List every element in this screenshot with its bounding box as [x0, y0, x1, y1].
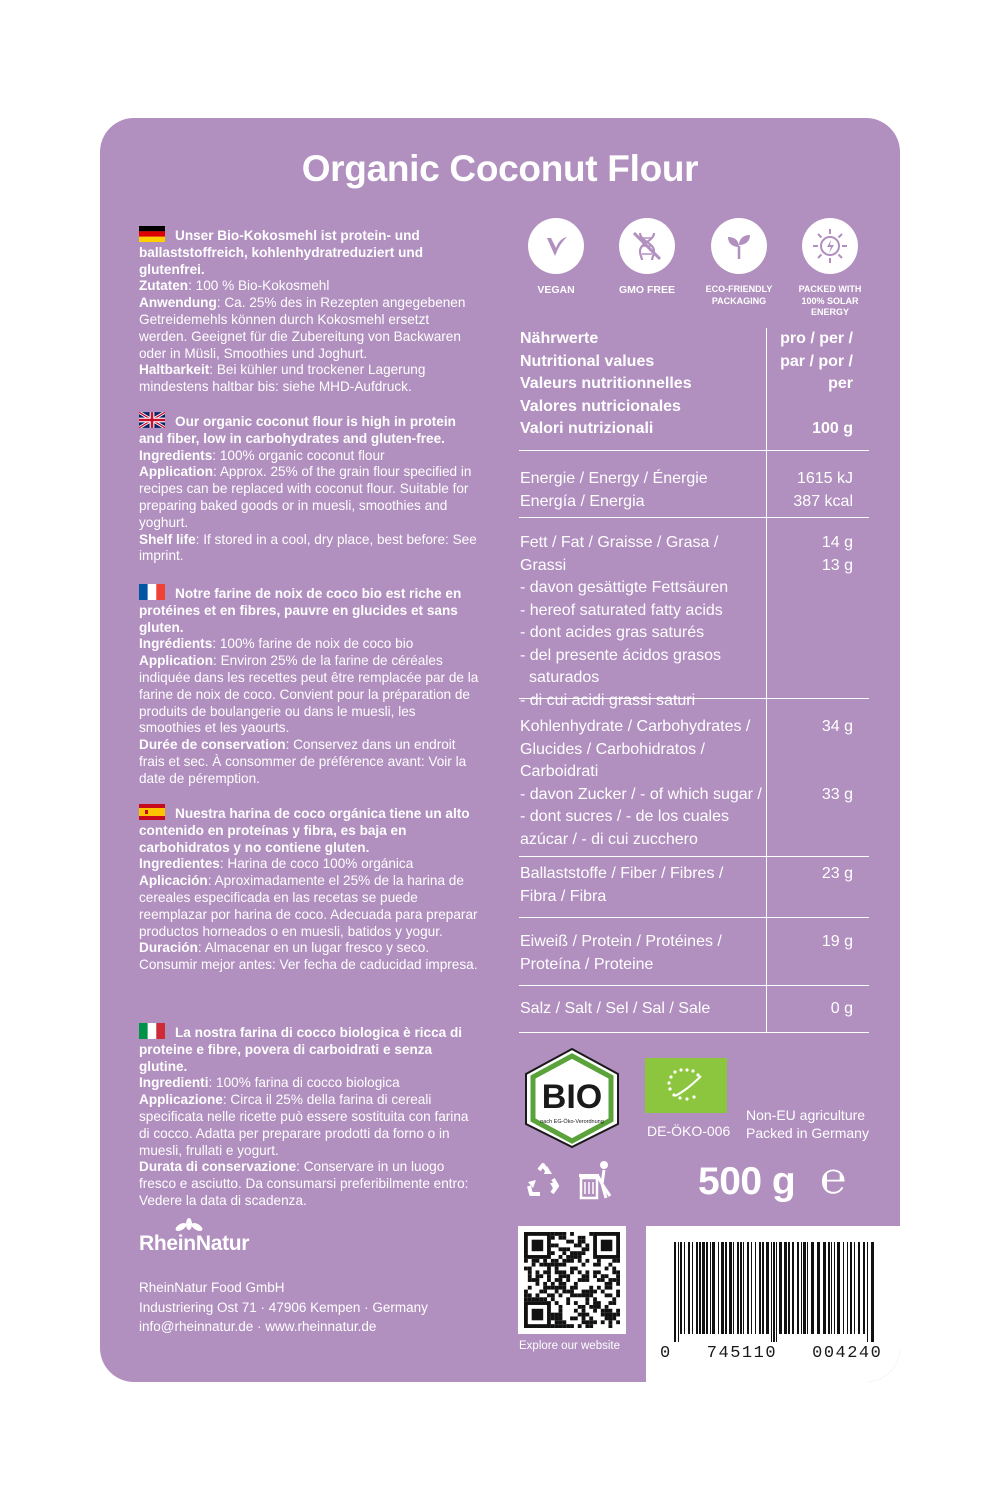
company-name: RheinNatur Food GmbH — [139, 1280, 285, 1295]
badge-vegan — [513, 218, 599, 297]
ingredients-text: : 100% organic coconut flour — [212, 447, 385, 463]
lang-headline: Our organic coconut flour is high in protein and fiber, low in carbohydrates and gluten-free. — [139, 414, 456, 446]
sugar-label: azúcar / - di cui zucchero — [520, 830, 698, 848]
protein-label: Eiweiß / Protein / Protéines / — [520, 933, 722, 950]
protein-value: 19 g — [821, 933, 853, 950]
application-label: Aplicación — [139, 873, 208, 889]
flag-spain-icon — [139, 804, 165, 820]
application-text: : Circa il 25% della farina di cereali specificata nelle ricette può essere sostituita con farina di cocco. Adatta per preparare prodotti da forno o in muesli, frullati e yogurt. — [139, 1092, 469, 1158]
badge-gmo-free — [604, 218, 690, 297]
brand-name: RheinNatur — [139, 1232, 250, 1255]
flag-italy-icon — [139, 1023, 165, 1039]
nutrition-row-fat — [519, 518, 869, 709]
shelf-text: : Almacenar en un lugar fresco y seco. Consumir mejor antes: Ver fecha de caducidad impresa. — [139, 940, 478, 973]
badge-label: ECO-FRIENDLY PACKAGING — [705, 284, 773, 306]
lang-block-es — [139, 804, 481, 974]
nutrition-row-fiber — [519, 857, 869, 918]
ingredients-label: Ingredientes — [139, 856, 220, 872]
fat-label: - hereof saturated fatty acids — [520, 601, 723, 619]
lang-headline: Notre farine de noix de coco bio est riche en protéines et en fibres, pauvre en glucides et sans gluten. — [139, 586, 462, 635]
qr-code-icon — [518, 1226, 626, 1334]
shelf-label: Haltbarkeit — [139, 362, 210, 378]
badge-row — [514, 218, 874, 328]
ingredients-label: Ingrédients — [139, 636, 213, 652]
shelf-text: : Conservez dans un endroit frais et sec. À consommer de préférence avant: Voir la date de péremption. — [139, 737, 467, 786]
shelf-text: : If stored in a cool, dry place, best before: See imprint. — [139, 531, 477, 564]
nutrition-table — [519, 328, 869, 1033]
application-text: : Ca. 25% des in Rezepten angegebenen Getreidemehls können durch Kokosmehl ersetzt werden. Geeignet für die Zubereitung von Backwaren oder in Müsli, Smoothies und Joghurt. — [139, 295, 466, 361]
ingredients-text: : Harina de coco 100% orgánica — [219, 856, 414, 872]
tidyman-bin-icon — [578, 1160, 614, 1200]
nutrition-row-salt — [519, 986, 869, 1033]
energy-label: Energie / Energy / Énergie — [520, 470, 708, 487]
fat-value: 14 g — [821, 534, 853, 551]
energy-kcal: 387 kcal — [793, 492, 853, 510]
application-text: : Approx. 25% of the grain flour specified in recipes can be replaced with coconut flour. Suitable for preparing baked goods or in muesli, smoothies and yoghurt. — [139, 464, 472, 530]
nutrition-header-row — [519, 328, 869, 451]
lang-block-de — [139, 226, 481, 396]
fat-label: - davon gesättigte Fettsäuren — [520, 579, 729, 596]
fat-label: - dont acides gras saturés — [520, 624, 705, 641]
application-text: : Environ 25% de la farine de céréales indiquée dans les recettes peut être remplacée par de la farine de noix de coco. Convient pour la préparation de produits de boulangerie ou dans le muesli, les smoothies et les yaourts. — [139, 653, 479, 736]
sugar-value: 33 g — [821, 785, 853, 803]
dna-crossed-icon — [619, 218, 675, 274]
application-label: Application — [139, 464, 214, 480]
energy-label: Energía / Energia — [520, 492, 645, 510]
ingredients-label: Ingredients — [139, 447, 213, 463]
lang-block-fr — [139, 584, 481, 788]
badge-eco-packaging — [696, 218, 782, 307]
nutrition-row-carbs — [519, 699, 869, 857]
certification-row — [518, 1046, 878, 1156]
company-contact: info@rheinnatur.de · www.rheinnatur.de — [139, 1319, 377, 1334]
badge-label: GMO FREE — [618, 284, 675, 296]
company-address: Industriering Ost 71 · 47906 Kempen · Germany — [139, 1299, 428, 1315]
brand-logo — [139, 1232, 249, 1256]
fiber-label: Ballaststoffe / Fiber / Fibres / — [520, 865, 724, 882]
flag-germany-icon — [139, 226, 165, 242]
flag-france-icon — [139, 584, 165, 600]
barcode-number: 0 745110 004240 — [660, 1344, 883, 1363]
ingredients-text: : 100% farina di cocco biologica — [208, 1075, 400, 1091]
estimated-sign: ℮ — [820, 1154, 847, 1203]
carbs-label: Carboidrati — [520, 763, 599, 780]
ingredients-text: : 100% farine de noix de coco bio — [212, 636, 414, 652]
ingredients-label: Zutaten — [139, 278, 189, 294]
energy-kj: 1615 kJ — [796, 470, 853, 487]
shelf-text: : Bei kühler und trockener Lagerung mindestens haltbar bis: siehe MHD-Aufdruck. — [139, 362, 426, 395]
origin-text: Non-EU agriculture Packed in Germany — [746, 1107, 869, 1141]
sprout-icon — [711, 218, 767, 274]
ingredients-text: : 100 % Bio-Kokosmehl — [188, 278, 330, 294]
shelf-label: Durée de conservation — [139, 737, 286, 753]
fiber-value: 23 g — [821, 865, 853, 882]
fiber-label: Fibra / Fibra — [520, 887, 607, 905]
fat-label: - del presente ácidos grasos — [520, 646, 721, 664]
bio-seal-subtext: nach EG-Öko-Verordnung — [540, 1119, 604, 1125]
qr-caption: Explore our website — [519, 1340, 620, 1352]
salt-value: 0 g — [830, 1000, 853, 1017]
address-block — [139, 1278, 428, 1337]
label-card — [100, 118, 900, 1382]
shelf-label: Durata di conservazione — [139, 1159, 297, 1175]
application-label: Applicazione — [139, 1092, 223, 1108]
barcode-panel — [646, 1226, 900, 1382]
shelf-label: Shelf life — [139, 531, 196, 547]
fat-label: - di cui acidi grassi saturi — [520, 691, 696, 709]
net-weight: 500 g — [698, 1160, 796, 1203]
carbs-label: Glucides / Carbohidratos / — [520, 740, 705, 758]
shelf-text: : Conservare in un luogo fresco e asciutto. Da consumarsi preferibilmente entro: Vedere la data di scadenza. — [139, 1159, 469, 1208]
badge-label: PACKED WITH 100% SOLAR ENERGY — [798, 284, 862, 317]
nutrition-row-energy — [519, 451, 869, 518]
shelf-label: Duración — [139, 940, 198, 956]
saturated-fat-value: 13 g — [821, 556, 853, 574]
leaf-v-icon — [528, 218, 584, 274]
fat-label: Fett / Fat / Graisse / Grasa / Grassi — [520, 534, 719, 574]
recycle-icon — [524, 1162, 562, 1200]
carbs-label: Kohlenhydrate / Carbohydrates / — [520, 718, 751, 735]
application-label: Anwendung — [139, 295, 217, 311]
flag-uk-icon — [139, 412, 165, 428]
lang-headline: Nuestra harina de coco orgánica tiene un alto contenido en proteínas y fibra, es baja en carbohidratos y no contiene gluten. — [139, 806, 470, 855]
protein-label: Proteína / Proteine — [520, 955, 654, 973]
sun-bolt-icon — [802, 218, 858, 274]
salt-label: Salz / Salt / Sel / Sal / Sale — [520, 1000, 711, 1017]
lang-headline: Unser Bio-Kokosmehl ist protein- und ballaststoffreich, kohlenhydratreduziert und glutenfrei. — [139, 228, 424, 277]
ingredients-label: Ingredienti — [139, 1075, 209, 1091]
lang-block-en — [139, 412, 481, 565]
barcode-icon — [674, 1242, 874, 1342]
badge-solar — [787, 218, 873, 319]
leaf-cluster-icon — [167, 1216, 207, 1240]
product-title: Organic Coconut Flour — [301, 148, 699, 189]
qr-code[interactable] — [518, 1226, 626, 1334]
sugar-label: - dont sucres / - de los cuales — [520, 808, 729, 825]
carbs-value: 34 g — [821, 718, 853, 735]
lang-headline: La nostra farina di cocco biologica è ricca di proteine e fibre, povera di carboidrati e senza glutine. — [139, 1025, 463, 1074]
badge-label: VEGAN — [537, 284, 575, 296]
sugar-label: - davon Zucker / - of which sugar / — [520, 785, 762, 803]
application-label: Application — [139, 653, 214, 669]
lang-block-it — [139, 1023, 481, 1210]
nutrition-header-per: pro / per / par / por / per 100 g — [780, 330, 853, 437]
eu-organic-leaf-icon — [645, 1058, 727, 1113]
eu-control-code: DE-ÖKO-006 — [647, 1123, 731, 1139]
nutrition-header-label: Nährwerte Nutritional values Valeurs nutritionnelles Valores nutricionales Valori nutrizionali — [520, 330, 692, 437]
bio-seal-text: BIO — [541, 1078, 603, 1116]
bio-seal-icon — [520, 1046, 624, 1150]
fat-label: saturados — [529, 669, 600, 686]
nutrition-row-protein — [519, 918, 869, 986]
application-text: : Aproximadamente el 25% de la harina de cereales especificada en las recetas se puede reemplazar por harina de coco. Adecuada para preparar productos horneados o en muesli, batidos y yogur. — [139, 873, 478, 939]
